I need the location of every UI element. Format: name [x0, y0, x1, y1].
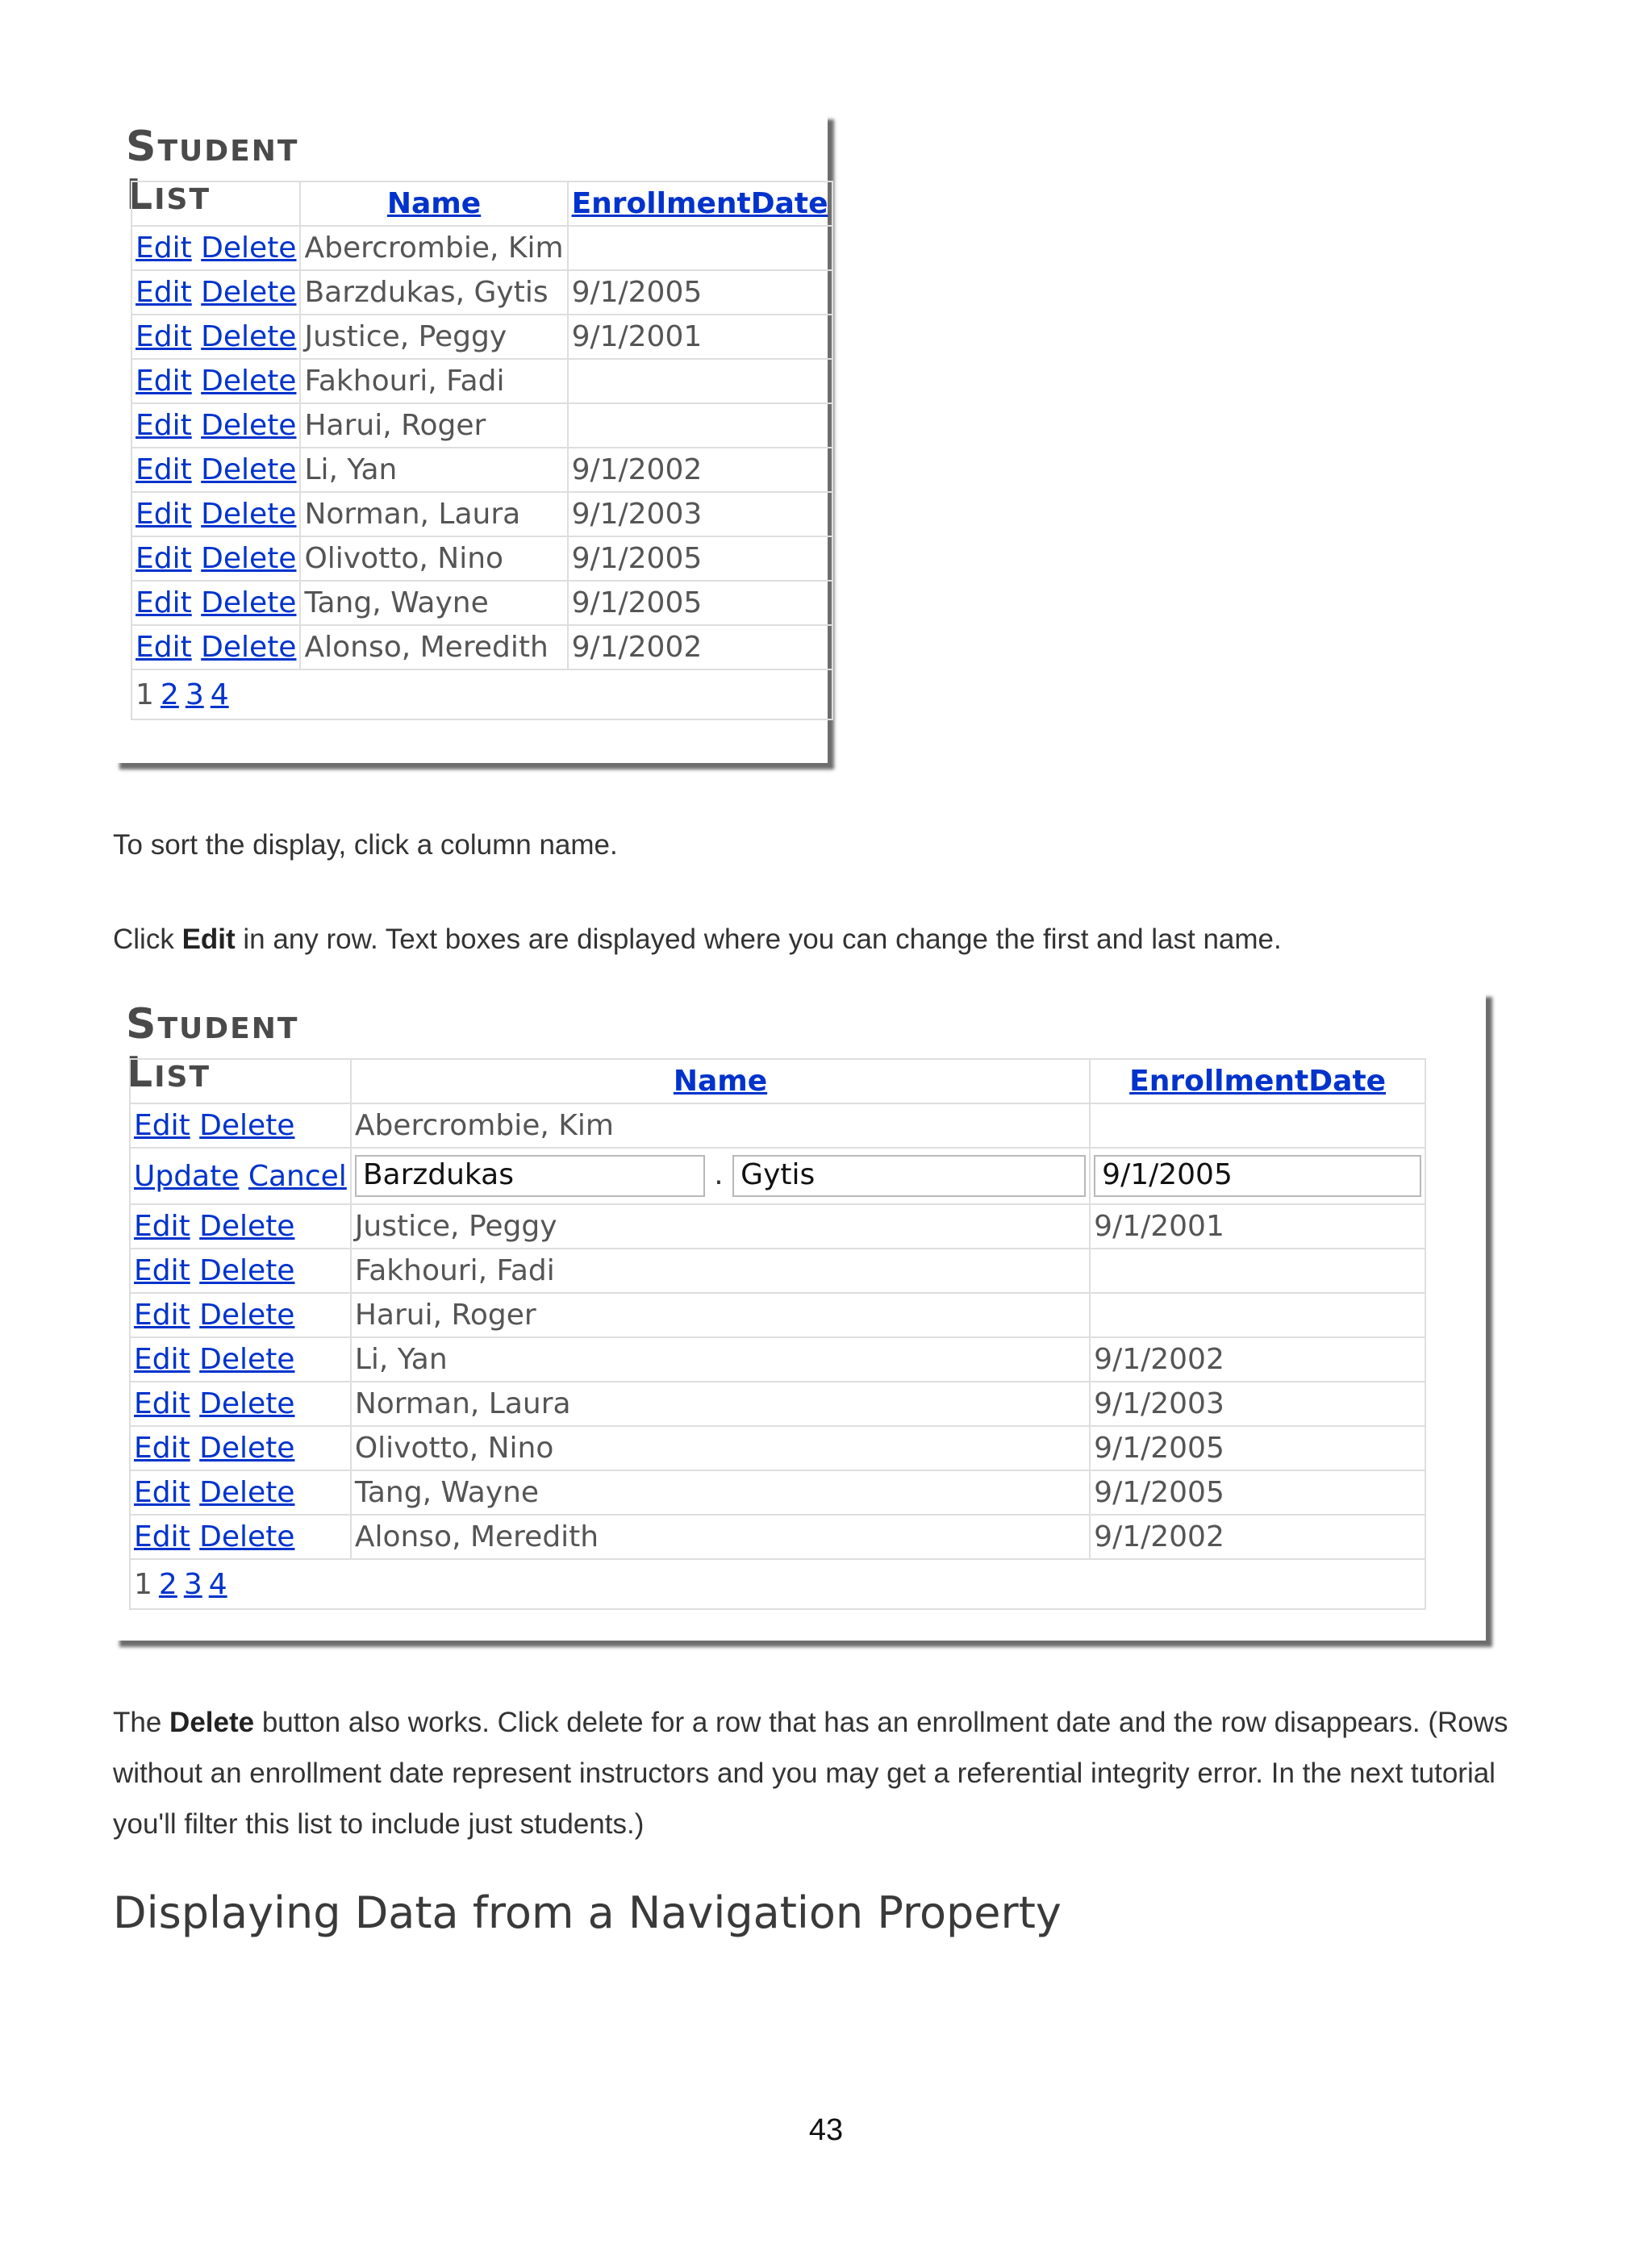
delete-link[interactable]: Delete — [199, 1476, 295, 1509]
row-actions — [131, 448, 300, 492]
row-actions — [131, 359, 300, 403]
table-row — [130, 1470, 1425, 1515]
name-cell: Alonso, Meredith — [351, 1515, 1090, 1559]
date-cell: 9/1/2003 — [1090, 1382, 1425, 1426]
edit-link[interactable]: Edit — [136, 409, 192, 442]
pager-page-2[interactable]: 2 — [158, 1567, 177, 1601]
edit-link[interactable]: Edit — [136, 631, 192, 664]
row-actions — [131, 270, 300, 315]
row-actions — [130, 1148, 351, 1204]
grid-header-date — [568, 181, 832, 226]
delete-link[interactable]: Delete — [201, 586, 297, 619]
edit-link[interactable]: Edit — [134, 1476, 190, 1509]
table-row — [131, 581, 832, 625]
table-row — [131, 403, 832, 448]
edit-link[interactable]: Edit — [134, 1210, 190, 1243]
name-cell: Li, Yan — [300, 448, 567, 492]
row-actions — [131, 226, 300, 270]
grid-header-name — [300, 181, 567, 226]
sort-by-name-link[interactable]: Name — [386, 187, 482, 220]
edit-link[interactable]: Edit — [134, 1109, 190, 1142]
sort-by-name-link[interactable]: Name — [673, 1065, 768, 1098]
table-row — [131, 226, 832, 270]
edit-instruction-text-rest: in any row. Text boxes are displayed where you can change the first and last name. — [235, 924, 1282, 955]
table-row — [130, 1515, 1425, 1559]
edit-link[interactable]: Edit — [134, 1254, 190, 1287]
pager-page-2[interactable]: 2 — [160, 678, 179, 711]
row-actions — [130, 1204, 351, 1249]
date-cell — [568, 359, 832, 403]
edit-link[interactable]: Edit — [136, 542, 192, 575]
cancel-link[interactable]: Cancel — [248, 1159, 347, 1193]
page-number: 43 — [808, 2113, 844, 2147]
delete-explanation-text-rest: button also works. Click delete for a row that has an enrollment date and the row disappears. (Rows without an enrollment date represent instructors and you may get a referential integrity error. In the next tutorial you'll filter this list to include just students.) — [113, 1707, 1508, 1840]
student-grid-edit-mode — [129, 1058, 1426, 1610]
table-row — [131, 448, 832, 492]
name-cell: Fakhouri, Fadi — [351, 1249, 1090, 1293]
row-actions — [131, 536, 300, 581]
name-cell: Tang, Wayne — [300, 581, 567, 625]
date-cell: 9/1/2001 — [568, 315, 832, 359]
table-row — [131, 359, 832, 403]
name-cell: Justice, Peggy — [300, 315, 567, 359]
edit-link[interactable]: Edit — [134, 1343, 190, 1376]
delete-link[interactable]: Delete — [201, 409, 297, 442]
edit-link[interactable]: Edit — [134, 1299, 190, 1332]
edit-instruction-bold: Edit — [181, 924, 236, 955]
name-cell: Tang, Wayne — [351, 1470, 1090, 1515]
table-row-editing — [130, 1148, 1425, 1204]
row-actions — [130, 1470, 351, 1515]
pager — [130, 1559, 1425, 1609]
delete-link[interactable]: Delete — [199, 1432, 295, 1465]
name-cell: Norman, Laura — [300, 492, 567, 536]
edit-link[interactable]: Edit — [136, 320, 192, 353]
row-actions — [131, 581, 300, 625]
delete-link[interactable]: Delete — [201, 631, 297, 664]
grid-header-row — [130, 1059, 1425, 1103]
pager-page-4[interactable]: 4 — [210, 678, 229, 711]
edit-link[interactable]: Edit — [136, 365, 192, 398]
date-cell: 9/1/2005 — [568, 581, 832, 625]
row-actions — [130, 1515, 351, 1559]
name-cell: Li, Yan — [351, 1337, 1090, 1382]
row-actions — [130, 1249, 351, 1293]
date-edit-cell — [1090, 1148, 1425, 1204]
delete-link[interactable]: Delete — [201, 320, 297, 353]
name-cell: Olivotto, Nino — [300, 536, 567, 581]
edit-link[interactable]: Edit — [136, 231, 192, 265]
name-separator: . — [714, 1158, 724, 1191]
pager-page-3[interactable]: 3 — [183, 1567, 202, 1601]
pager — [131, 669, 832, 719]
figure-title: Student List — [126, 123, 299, 219]
row-actions — [131, 403, 300, 448]
edit-link[interactable]: Edit — [136, 498, 192, 531]
date-cell — [1090, 1103, 1425, 1148]
row-actions — [130, 1382, 351, 1426]
date-cell: 9/1/2005 — [568, 536, 832, 581]
first-name-input[interactable]: Gytis — [732, 1155, 1086, 1197]
name-edit-cell — [351, 1148, 1090, 1204]
row-actions — [130, 1337, 351, 1382]
delete-link[interactable]: Delete — [201, 365, 297, 398]
edit-link[interactable]: Edit — [134, 1520, 190, 1553]
name-cell: Harui, Roger — [300, 403, 567, 448]
delete-link[interactable]: Delete — [201, 542, 297, 575]
row-actions — [130, 1103, 351, 1148]
row-actions — [130, 1293, 351, 1337]
name-cell: Abercrombie, Kim — [300, 226, 567, 270]
delete-link[interactable]: Delete — [199, 1254, 295, 1287]
table-row — [131, 492, 832, 536]
table-row — [131, 315, 832, 359]
sort-by-enrollment-date-link[interactable]: EnrollmentDate — [1129, 1065, 1387, 1098]
sort-by-enrollment-date-link[interactable]: EnrollmentDate — [571, 187, 828, 220]
pager-page-1: 1 — [134, 1567, 152, 1601]
table-row — [130, 1382, 1425, 1426]
row-actions — [131, 625, 300, 669]
row-actions — [131, 492, 300, 536]
pager-page-4[interactable]: 4 — [208, 1567, 227, 1601]
table-row — [130, 1204, 1425, 1249]
grid-header-name — [351, 1059, 1090, 1103]
grid-header-row — [131, 181, 832, 226]
delete-link[interactable]: Delete — [201, 276, 297, 309]
date-cell: 9/1/2005 — [1090, 1470, 1425, 1515]
update-link[interactable]: Update — [134, 1159, 240, 1193]
date-cell: 9/1/2002 — [1090, 1337, 1425, 1382]
name-cell: Barzdukas, Gytis — [300, 270, 567, 315]
delete-explanation — [113, 1697, 1549, 1849]
pager-page-3[interactable]: 3 — [185, 678, 204, 711]
edit-instruction-text: Click — [113, 924, 182, 955]
edit-link[interactable]: Edit — [134, 1432, 190, 1465]
table-row — [130, 1103, 1425, 1148]
delete-link[interactable]: Delete — [199, 1299, 295, 1332]
date-cell: 9/1/2001 — [1090, 1204, 1425, 1249]
date-cell — [568, 226, 832, 270]
section-heading: Displaying Data from a Navigation Property — [113, 1887, 1062, 1938]
delete-link[interactable]: Delete — [199, 1343, 295, 1376]
date-cell: 9/1/2002 — [1090, 1515, 1425, 1559]
date-cell: 9/1/2002 — [568, 625, 832, 669]
name-cell: Fakhouri, Fadi — [300, 359, 567, 403]
delete-explanation-text: The — [113, 1707, 170, 1738]
delete-link[interactable]: Delete — [201, 498, 297, 531]
edit-link[interactable]: Edit — [136, 276, 192, 309]
edit-link[interactable]: Edit — [134, 1387, 190, 1420]
pager-row — [130, 1559, 1425, 1609]
student-grid — [131, 181, 833, 720]
sort-instruction: To sort the display, click a column name. — [113, 829, 618, 861]
pager-row — [131, 669, 832, 719]
table-row — [130, 1337, 1425, 1382]
delete-link[interactable]: Delete — [199, 1387, 295, 1420]
name-cell: Justice, Peggy — [351, 1204, 1090, 1249]
enrollment-date-input[interactable]: 9/1/2005 — [1094, 1155, 1421, 1197]
table-row — [130, 1293, 1425, 1337]
date-cell: 9/1/2002 — [568, 448, 832, 492]
table-row — [130, 1426, 1425, 1470]
row-actions — [131, 315, 300, 359]
date-cell: 9/1/2005 — [1090, 1426, 1425, 1470]
table-row — [131, 536, 832, 581]
name-cell: Norman, Laura — [351, 1382, 1090, 1426]
delete-link[interactable]: Delete — [199, 1210, 295, 1243]
delete-explanation-bold: Delete — [169, 1707, 255, 1738]
date-cell: 9/1/2003 — [568, 492, 832, 536]
edit-link[interactable]: Edit — [136, 586, 192, 619]
pager-page-1: 1 — [136, 678, 154, 711]
table-row — [131, 270, 832, 315]
table-row — [130, 1249, 1425, 1293]
table-row — [131, 625, 832, 669]
edit-link[interactable]: Edit — [136, 453, 192, 486]
last-name-input[interactable]: Barzdukas — [355, 1155, 705, 1197]
name-cell: Olivotto, Nino — [351, 1426, 1090, 1470]
figure-title: Student List — [126, 1000, 299, 1097]
name-cell: Harui, Roger — [351, 1293, 1090, 1337]
delete-link[interactable]: Delete — [199, 1109, 295, 1142]
name-cell: Abercrombie, Kim — [351, 1103, 1090, 1148]
name-cell: Alonso, Meredith — [300, 625, 567, 669]
delete-link[interactable]: Delete — [201, 453, 297, 486]
edit-instruction — [113, 914, 1549, 965]
date-cell — [1090, 1249, 1425, 1293]
delete-link[interactable]: Delete — [199, 1520, 295, 1553]
date-cell — [1090, 1293, 1425, 1337]
date-cell: 9/1/2005 — [568, 270, 832, 315]
grid-header-date — [1090, 1059, 1425, 1103]
grid-header-actions — [131, 181, 300, 226]
delete-link[interactable]: Delete — [201, 231, 297, 265]
row-actions — [130, 1426, 351, 1470]
date-cell — [568, 403, 832, 448]
grid-header-actions — [130, 1059, 351, 1103]
